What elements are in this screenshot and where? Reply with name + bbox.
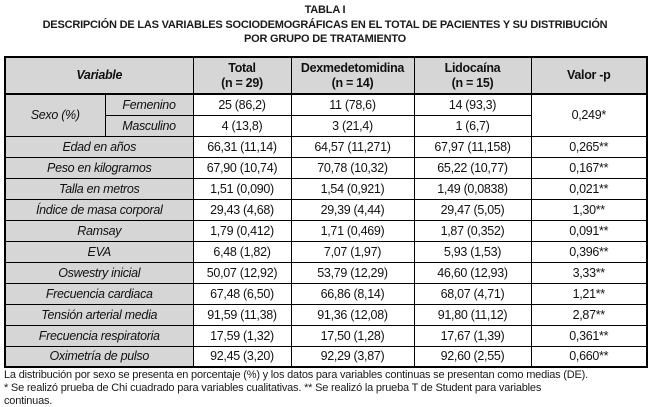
cell-dexmedetomidina: 1,71 (0,469) xyxy=(291,220,414,241)
table-row-oximetria xyxy=(5,346,647,367)
table-row-tension-arterial xyxy=(5,304,647,325)
cell-femenino-dexmedetomidina: 11 (78,6) xyxy=(291,94,414,115)
cell-valor-p: 0,660** xyxy=(531,346,647,367)
header-lidocaina xyxy=(414,57,531,94)
header-lidocaina-n: (n = 15) xyxy=(451,75,494,90)
header-dexmedetomidina xyxy=(291,57,414,94)
cell-valor-p: 2,87** xyxy=(531,304,647,325)
cell-dexmedetomidina: 1,54 (0,921) xyxy=(291,178,414,199)
cell-lidocaina: 92,60 (2,55) xyxy=(414,346,531,367)
cell-total: 67,48 (6,50) xyxy=(193,283,291,304)
cell-row-label: Índice de masa corporal xyxy=(5,199,193,220)
cell-femenino-total: 25 (86,2) xyxy=(193,94,291,115)
cell-valor-p: 0,396** xyxy=(531,241,647,262)
header-dexmedetomidina-n: (n = 14) xyxy=(331,75,374,90)
cell-dexmedetomidina: 17,50 (1,28) xyxy=(291,325,414,346)
cell-lidocaina: 1,87 (0,352) xyxy=(414,220,531,241)
footnote-line1: La distribución por sexo se presenta en porcentaje (%) y los datos para variables continuas se presentan como medias (DE). xyxy=(4,369,588,381)
cell-lidocaina: 46,60 (12,93) xyxy=(414,262,531,283)
cell-total: 66,31 (11,14) xyxy=(193,136,291,157)
cell-total: 29,43 (4,68) xyxy=(193,199,291,220)
cell-row-label: Frecuencia cardiaca xyxy=(5,283,193,304)
table-row-oswestry xyxy=(5,262,647,283)
table-row-eva xyxy=(5,241,647,262)
footnote-line3: continuas. xyxy=(4,395,53,407)
cell-lidocaina: 17,67 (1,39) xyxy=(414,325,531,346)
cell-total: 1,51 (0,090) xyxy=(193,178,291,199)
cell-valor-p: 1,30** xyxy=(531,199,647,220)
cell-total: 17,59 (1,32) xyxy=(193,325,291,346)
header-total xyxy=(193,57,291,94)
cell-total: 6,48 (1,82) xyxy=(193,241,291,262)
cell-sexo-valor-p: 0,249* xyxy=(531,94,647,136)
cell-total: 1,79 (0,412) xyxy=(193,220,291,241)
footnote-line2: * Se realizó prueba de Chi cuadrado para variables cualitativas. ** Se realizó la prueba T de Student para variables xyxy=(4,382,542,394)
cell-dexmedetomidina: 66,86 (8,14) xyxy=(291,283,414,304)
cell-femenino-label: Femenino xyxy=(105,94,193,115)
cell-dexmedetomidina: 91,36 (12,08) xyxy=(291,304,414,325)
table-title-line3: POR GRUPO DE TRATAMIENTO xyxy=(243,33,407,45)
cell-lidocaina: 65,22 (10,77) xyxy=(414,157,531,178)
cell-total: 67,90 (10,74) xyxy=(193,157,291,178)
cell-total: 92,45 (3,20) xyxy=(193,346,291,367)
header-valor-p: Valor -p xyxy=(531,57,647,94)
cell-row-label: Oswestry inicial xyxy=(5,262,193,283)
table-title-line2: DESCRIPCIÓN DE LAS VARIABLES SOCIODEMOGRÁFICAS EN EL TOTAL DE PACIENTES Y SU DISTRIBUCIÓN xyxy=(42,18,608,31)
cell-femenino-lidocaina: 14 (93,3) xyxy=(414,94,531,115)
table-footnote xyxy=(4,369,648,407)
cell-row-label: Ramsay xyxy=(5,220,193,241)
table-row-peso xyxy=(5,157,647,178)
cell-sexo-label: Sexo (%) xyxy=(5,94,105,136)
cell-lidocaina: 67,97 (11,158) xyxy=(414,136,531,157)
cell-masculino-label: Masculino xyxy=(105,115,193,136)
variables-table xyxy=(4,56,648,368)
table-title-number: TABLA I xyxy=(304,4,346,16)
cell-row-label: Peso en kilogramos xyxy=(5,157,193,178)
cell-valor-p: 0,091** xyxy=(531,220,647,241)
cell-lidocaina: 29,47 (5,05) xyxy=(414,199,531,220)
cell-row-label: Edad en años xyxy=(5,136,193,157)
cell-dexmedetomidina: 70,78 (10,32) xyxy=(291,157,414,178)
cell-dexmedetomidina: 92,29 (3,87) xyxy=(291,346,414,367)
cell-dexmedetomidina: 29,39 (4,44) xyxy=(291,199,414,220)
cell-total: 91,59 (11,38) xyxy=(193,304,291,325)
table-row-imc xyxy=(5,199,647,220)
cell-valor-p: 0,361** xyxy=(531,325,647,346)
cell-row-label: Tensión arterial media xyxy=(5,304,193,325)
cell-row-label: Frecuencia respiratoria xyxy=(5,325,193,346)
cell-valor-p: 1,21** xyxy=(531,283,647,304)
cell-row-label: Talla en metros xyxy=(5,178,193,199)
table-title xyxy=(0,3,650,47)
header-variable: Variable xyxy=(5,57,193,94)
table-row-edad xyxy=(5,136,647,157)
cell-lidocaina: 1,49 (0,0838) xyxy=(414,178,531,199)
cell-dexmedetomidina: 7,07 (1,97) xyxy=(291,241,414,262)
cell-lidocaina: 91,80 (11,12) xyxy=(414,304,531,325)
table-row-frecuencia-cardiaca xyxy=(5,283,647,304)
header-dexmedetomidina-name: Dexmedetomidina xyxy=(300,60,405,75)
table-row-sexo-femenino xyxy=(5,94,647,115)
cell-dexmedetomidina: 64,57 (11,271) xyxy=(291,136,414,157)
table-row-talla xyxy=(5,178,647,199)
cell-valor-p: 0,167** xyxy=(531,157,647,178)
table-row-frecuencia-respiratoria xyxy=(5,325,647,346)
cell-total: 50,07 (12,92) xyxy=(193,262,291,283)
cell-valor-p: 3,33** xyxy=(531,262,647,283)
cell-valor-p: 0,265** xyxy=(531,136,647,157)
header-lidocaina-name: Lidocaína xyxy=(444,60,501,75)
table-row-ramsay xyxy=(5,220,647,241)
header-total-n: (n = 29) xyxy=(221,75,263,90)
table-header-row xyxy=(5,57,647,94)
cell-lidocaina: 68,07 (4,71) xyxy=(414,283,531,304)
header-total-name: Total xyxy=(228,60,256,75)
cell-masculino-lidocaina: 1 (6,7) xyxy=(414,115,531,136)
cell-row-label: Oximetría de pulso xyxy=(5,346,193,367)
cell-lidocaina: 5,93 (1,53) xyxy=(414,241,531,262)
cell-masculino-dexmedetomidina: 3 (21,4) xyxy=(291,115,414,136)
cell-valor-p: 0,021** xyxy=(531,178,647,199)
cell-masculino-total: 4 (13,8) xyxy=(193,115,291,136)
cell-row-label: EVA xyxy=(5,241,193,262)
cell-dexmedetomidina: 53,79 (12,29) xyxy=(291,262,414,283)
